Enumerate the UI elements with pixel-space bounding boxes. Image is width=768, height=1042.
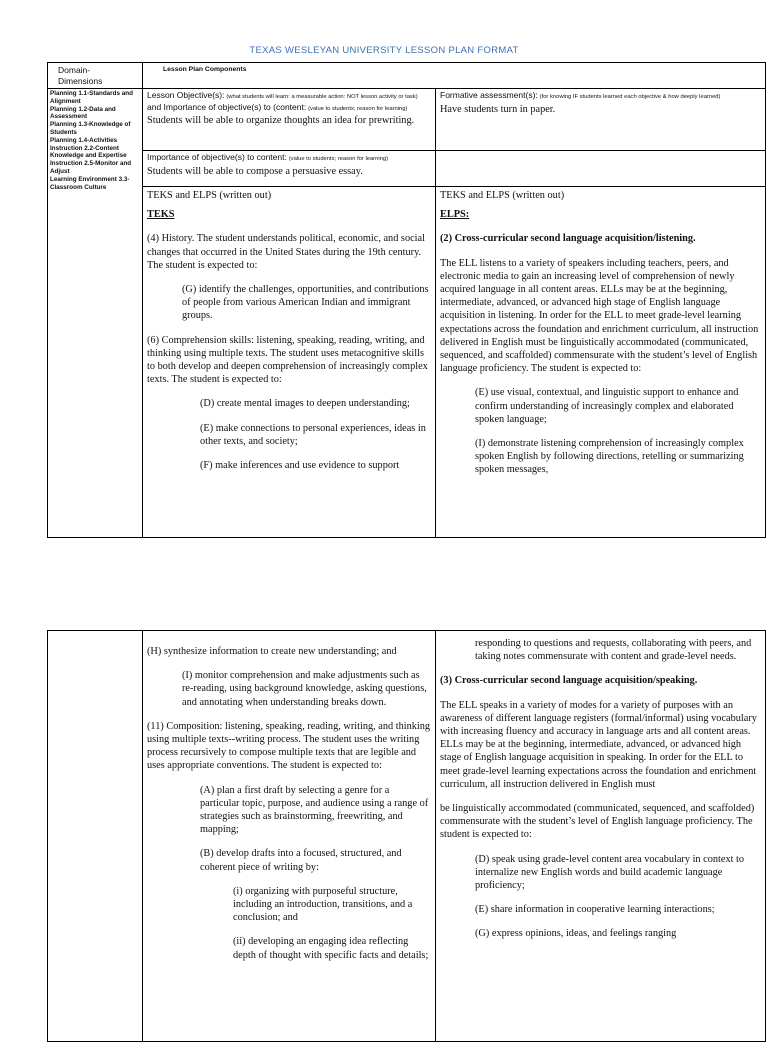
domain-item: Planning 1.4-Activities [50,136,118,144]
components-header-cell [143,63,766,89]
elps2-item-i: (I) demonstrate listening comprehension of increasingly complex spoken English by following directions, retelling or summarizing spoken messages, [475,438,744,476]
domain-item: Planning 1.1-Standards and Alignment [50,90,133,105]
composition-item-a: (A) plan a first draft by selecting a genre for a particular topic, purpose, and audience using a range of strategies such as brainstorming, freewriting, and mapping; [200,784,429,836]
elps-label: ELPS: [440,209,470,221]
elps2-body: The ELL listens to a variety of speakers including teachers, peers, and electronic media to gain an increasing level of comprehension of newly acquired language in all content areas. ELLs may be at the beginning, intermediate, advanced, or advanced high stage of English language acquisition in listening. In order for the ELL to meet grade-level learning expectations across the foundation and enrichment curriculum, all instruction delivered in English must be linguistically accommodated (communicated, sequenced, and scaffolded) commensurate with the student’s level of English language proficiency. The student is expected to: [440,257,759,375]
domain-header-cell [48,63,143,89]
teks-cell [143,187,436,538]
history-standard: (4) History. The student understands political, economic, and social changes that occurred in the United States during the 19th century. The student is expected to: [147,233,425,271]
objective-text: Students will be able to organize thoughts an idea for prewriting. [147,115,415,126]
elps2-item-e: (E) use visual, contextual, and linguistic support to enhance and confirm understanding of increasingly complex and elaborated spoken language; [475,387,739,425]
composition-item-b-i: (i) organizing with purposeful structure, including an introduction, transitions, and a conclusion; and [233,885,413,924]
teks-label: TEKS [147,209,175,221]
comprehension-item-d: (D) create mental images to deepen understanding; [200,398,410,410]
objective-label: Lesson Objective(s): [147,90,225,100]
objective-and: and Importance of objective(s) to (content: [147,101,307,112]
comprehension-item-h: (H) synthesize information to create new understanding; and [147,646,397,657]
elps3-item-d: (D) speak using grade-level content area vocabulary in context to internalize new English words and build academic language proficiency; [475,853,745,892]
elps3-title: (3) Cross-curricular second language acquisition/speaking. [440,675,698,687]
composition-standard: (11) Composition: listening, speaking, reading, writing, and thinking using multiple texts--writing process. The student uses the writing process recursively to compose multiple texts that are legible and uses appropriate conventions. The student is expected to: [147,720,431,772]
formative-cell [436,89,766,151]
elps3-body: The ELL speaks in a variety of modes for a variety of purposes with an awareness of different language registers (formal/informal) using vocabulary with increasing fluency and accuracy in language arts and all content areas. ELLs may be at the beginning, intermediate, advanced, or advanced high stage of English language acquisition in speaking. In order for the ELL to meet grade-level learning expectations across the foundation and enrichment curriculum, all instruction delivered in English must [440,699,757,790]
comprehension-item-e: (E) make connections to personal experiences, ideas in other texts, and society; [200,422,426,447]
comprehension-standard: (6) Comprehension skills: listening, speaking, reading, writing, and thinking using multiple texts. The student uses metacognitive skills to both develop and deepen comprehension of increasingly complex texts. The student is expected to: [147,334,428,386]
elps3-item-e: (E) share information in cooperative learning interactions; [475,904,715,916]
domain-empty-cell [48,631,143,1042]
domain-header: Domain-Dimensions [58,65,103,86]
comprehension-item-f: (F) make inferences and use evidence to support [200,460,400,472]
domain-item: Planning 1.2-Data and Assessment [50,105,116,121]
elps3-body-2: be linguistically accommodated (communicated, sequenced, and scaffolded) commensurate with the student’s level of English language proficiency. The student is expected to: [440,803,755,841]
lesson-plan-table [47,62,766,538]
history-item-g: (G) identify the challenges, opportunities, and contributions of people from various American Indian and immigrant groups. [182,284,429,322]
domain-item: Instruction 2.2-Content Knowledge and Expertise [50,144,127,160]
components-header: Lesson Plan Components [163,66,247,73]
elps-heading: TEKS and ELPS (written out) [440,190,565,201]
elps2-continued: responding to questions and requests, collaborating with peers, and taking notes commensurate with content and grade-level needs. [475,638,752,663]
composition-item-b: (B) develop drafts into a focused, structured, and coherent piece of writing by: [200,848,402,873]
domain-item: Planning 1.3-Knowledge of Students [50,121,131,136]
formative-text: Have students turn in paper. [440,103,556,115]
empty-cell [436,151,766,187]
document-title: TEXAS WESLEYAN UNIVERSITY LESSON PLAN FORMAT [249,45,519,56]
formative-note: (for knowing IF students learned each objective & how deeply learned) [539,94,721,100]
importance-text: Students will be able to compose a persuasive essay. [147,165,363,177]
domain-item: Learning Environment 3.3- Classroom Culture [50,175,130,191]
objective-note: (what students will learn: a measurable action: NOT lesson activity or task) [226,94,418,100]
importance-cell [143,151,436,187]
teks-heading: TEKS and ELPS (written out) [147,190,272,201]
lesson-plan-table-continued [47,630,766,1042]
importance-note: (value to students; reason for learning) [288,156,388,162]
domain-item: Instruction 2.5-Monitor and Adjust [50,160,132,175]
elps2-title: (2) Cross-curricular second language acquisition/listening. [440,233,696,245]
objective-cell [143,89,436,151]
elps-cell-continued [436,631,766,1042]
elps-cell [436,187,766,538]
composition-item-b-ii: (ii) developing an engaging idea reflecting depth of thought with specific facts and details; [233,936,429,961]
objective-note-2: (value to students; reason for learning) [308,105,408,112]
domain-list-cell [48,89,143,538]
teks-cell-continued [143,631,436,1042]
formative-label: Formative assessment(s): [440,90,538,100]
comprehension-item-i: (I) monitor comprehension and make adjustments such as re-reading, using background knowledge, asking questions, and annotating when understanding breaks down. [182,670,427,708]
importance-label: Importance of objective(s) to content: [147,152,287,162]
elps3-item-g: (G) express opinions, ideas, and feelings ranging [475,928,677,940]
